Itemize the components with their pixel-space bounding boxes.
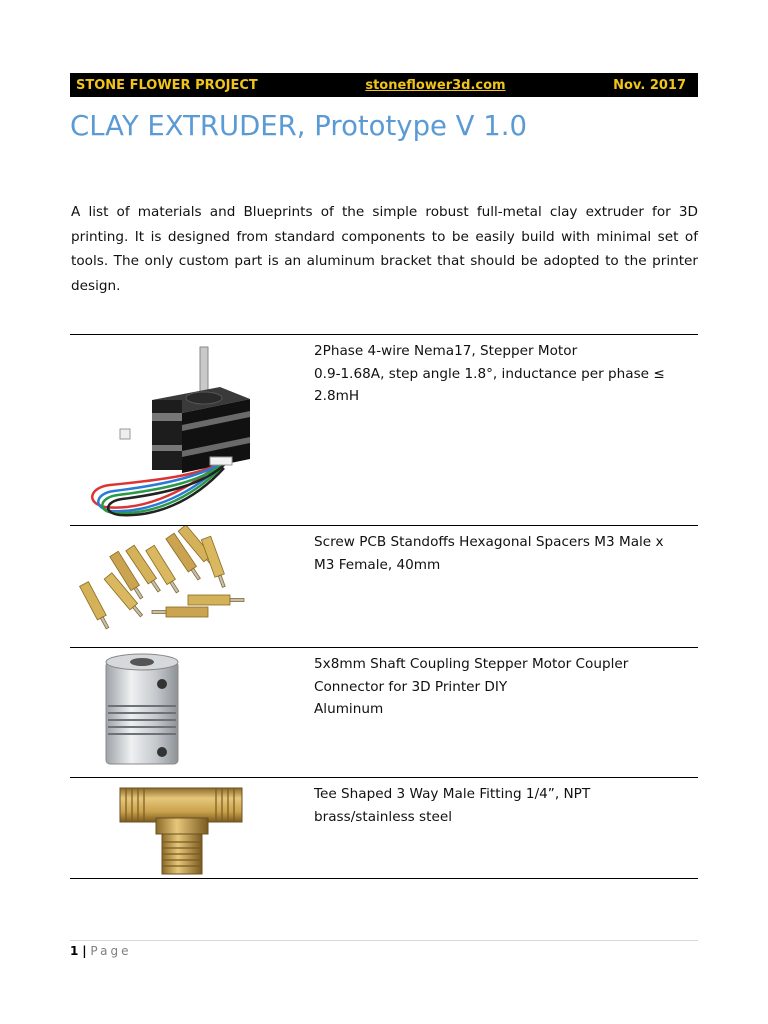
document-date: Nov. 2017 [613, 77, 686, 93]
standoffs-image [70, 526, 314, 647]
item-description [314, 335, 698, 525]
table-row [70, 777, 698, 879]
item-line: Tee Shaped 3 Way Male Fitting 1/4”, NPT [314, 786, 591, 802]
website-link[interactable]: stoneflower3d.com [365, 77, 506, 93]
table-row [70, 334, 698, 525]
page-footer [70, 940, 698, 958]
item-line: Connector for 3D Printer DIY [314, 678, 508, 695]
item-description [314, 778, 698, 878]
item-line: Aluminum [314, 701, 384, 717]
item-image-cell [70, 335, 314, 525]
item-line: brass/stainless steel [314, 808, 452, 825]
item-line: 0.9-1.68A, step angle 1.8°, inductance per phase ≤ [314, 365, 665, 382]
item-image-cell [70, 778, 314, 878]
footer-separator: | [82, 944, 87, 958]
shaft-coupler-image [70, 648, 314, 777]
item-line: 2.8mH [314, 388, 360, 404]
item-description [314, 526, 698, 647]
item-image-cell [70, 648, 314, 777]
item-line: M3 Female, 40mm [314, 556, 441, 573]
materials-table [70, 334, 698, 879]
item-line: 2Phase 4-wire Nema17, Stepper Motor [314, 343, 578, 359]
item-line: Screw PCB Standoffs Hexagonal Spacers M3 Male x [314, 534, 664, 550]
table-row [70, 647, 698, 777]
document-title: CLAY EXTRUDER, Prototype V 1.0 [70, 110, 527, 142]
stepper-motor-image [70, 335, 314, 525]
project-name: STONE FLOWER PROJECT [76, 77, 258, 93]
item-line: 5x8mm Shaft Coupling Stepper Motor Coupler [314, 656, 629, 672]
intro-paragraph: A list of materials and Blueprints of the simple robust full-metal clay extruder for 3D printing. It is designed from standard components to be easily build with minimal set of tools. The only custom part is an aluminum bracket that should be adopted to the printer design. [71, 204, 698, 294]
tee-fitting-image [70, 778, 314, 879]
header-bar [70, 73, 698, 97]
page-number: 1 [70, 944, 79, 958]
table-row [70, 525, 698, 647]
item-image-cell [70, 526, 314, 647]
item-description [314, 648, 698, 777]
page-label: Page [90, 944, 132, 958]
